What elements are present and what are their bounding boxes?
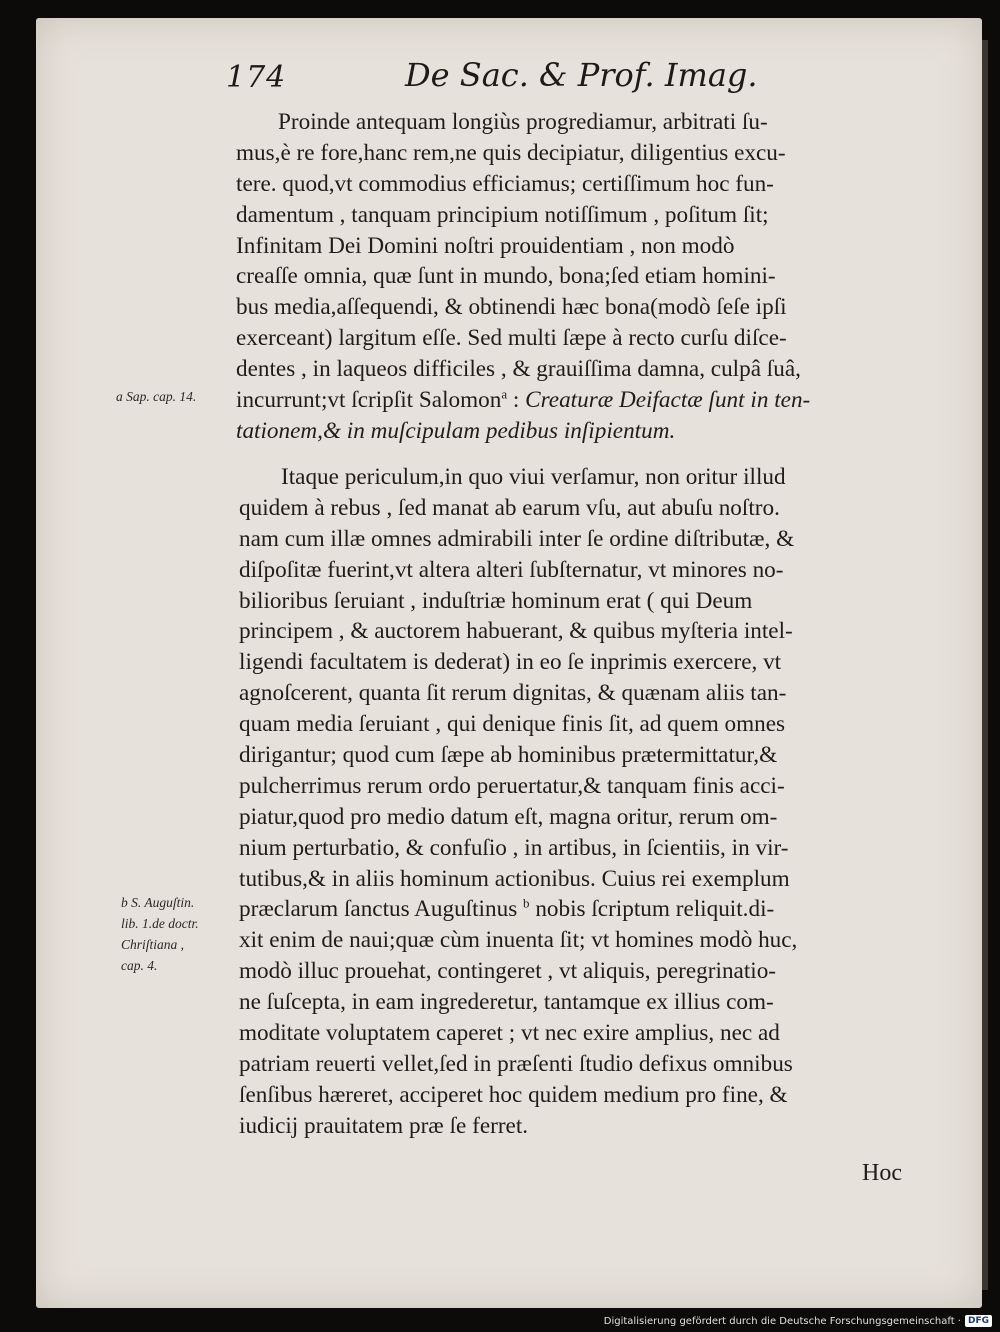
footnote-marker-b: b	[523, 895, 530, 911]
text-line: Proinde antequam longiùs progrediamur, arbitrati ſu-	[278, 109, 768, 135]
running-title: De Sac. & Prof. Imag.	[405, 56, 758, 94]
text-line: mus,è re fore,hanc rem,ne quis decipiatur, diligentius excu-	[236, 139, 786, 166]
text-fragment: nobis ſcriptum reliquit.di-	[529, 896, 775, 923]
text-line: diſpoſitæ fuerint,vt altera alteri ſubſternatur, vt minores no-	[239, 556, 784, 583]
text-line: ſenſibus hæreret, acciperet hoc quidem medium pro fine, &	[239, 1081, 788, 1108]
text-line: bilioribus ſeruiant , induſtriæ hominum erat ( qui Deum	[239, 587, 753, 614]
dfg-logo-icon: DFG	[965, 1315, 992, 1327]
text-line-with-quote	[236, 385, 926, 416]
text-line: dentes , in laqueos difficiles , & grauiſſima damna, culpâ ſuâ,	[236, 356, 801, 383]
running-head	[190, 52, 758, 102]
catchword: Hoc	[862, 1160, 902, 1186]
text-line: dirigantur; quod cum ſæpe ab hominibus prætermittatur,&	[239, 742, 778, 769]
text-line: quidem à rebus , ſed manat ab earum vſu, aut abuſu noſtro.	[239, 494, 780, 521]
text-line: Infinitam Dei Domini noſtri prouidentiam , non modò	[236, 232, 735, 259]
margin-note-line: b S. Auguſtin.	[121, 895, 195, 910]
text-line: tutibus,& in aliis hominum actionibus. Cuius rei exemplum	[239, 865, 790, 892]
text-line: exerceant) largitum eſſe. Sed multi ſæpe à recto curſu diſce-	[236, 325, 787, 352]
text-line-with-footnote	[239, 894, 929, 925]
text-line: iudicij prauitatem præ ſe ferret.	[239, 1112, 529, 1139]
text-line: xit enim de naui;quæ cùm inuenta ſit; vt homines modò huc,	[239, 927, 798, 954]
page-number: 174	[226, 60, 287, 95]
text-line: creaſſe omnia, quæ ſunt in mundo, bona;ſed etiam homini-	[236, 263, 776, 290]
margin-note-a: a Sap. cap. 14.	[116, 389, 197, 404]
text-line: pulcherrimus rerum ordo peruertatur,& tanquam finis acci-	[239, 772, 785, 799]
margin-note-line: cap. 4.	[121, 958, 158, 973]
text-fragment: :	[507, 387, 526, 414]
text-line: ligendi facultatem is dederat) in eo ſe inprimis exercere, vt	[239, 649, 782, 676]
text-line: Itaque periculum,in quo viui verſamur, non oritur illud	[281, 464, 786, 490]
text-line: modò illuc prouehat, contingeret , vt aliquis, peregrinatio-	[239, 958, 777, 985]
digitization-footer	[604, 1313, 992, 1329]
page-edge	[982, 40, 988, 1290]
text-line: nam cum illæ omnes admirabili inter ſe ordine diſtributæ, &	[239, 525, 795, 552]
margin-note-line: lib. 1.de doctr.	[121, 916, 199, 931]
text-line: moditate voluptatem caperet ; vt nec exire amplius, nec ad	[239, 1020, 780, 1047]
text-fragment: præclarum ſanctus Auguſtinus	[239, 896, 524, 923]
text-line: piatur,quod pro medio datum eſt, magna oritur, rerum om-	[239, 803, 778, 830]
margin-note-b	[121, 892, 199, 976]
paragraph-2	[239, 462, 929, 1142]
scripture-quote: Creaturæ Deifactæ ſunt in ten-	[525, 387, 811, 414]
margin-note-line: Chriſtiana ,	[121, 937, 185, 952]
text-line: damentum , tanquam principium notiſſimum , poſitum ſit;	[236, 201, 769, 228]
footer-text: Digitalisierung gefördert durch die Deutsche Forschungsgemeinschaft ·	[603, 1315, 961, 1327]
text-line: nium perturbatio, & confuſio , in artibus, in ſcientiis, in vir-	[239, 834, 789, 861]
text-line: bus media,aſſequendi, & obtinendi hæc bona(modò ſeſe ipſi	[236, 294, 787, 321]
text-line: principem , & auctorem habuerant, & quibus myſteria intel-	[239, 618, 793, 645]
text-line: quam media ſeruiant , qui denique finis ſit, ad quem omnes	[239, 711, 786, 738]
text-line: ne ſuſcepta, in eam ingrederetur, tantamque ex illius com-	[239, 989, 774, 1016]
text-line: patriam reuerti vellet,ſed in præſenti ſtudio defixus omnibus	[239, 1050, 793, 1077]
paragraph-1	[236, 107, 926, 447]
text-line: agnoſcerent, quanta ſit rerum dignitas, & quænam aliis tan-	[239, 680, 787, 707]
text-fragment: incurrunt;vt ſcripſit Salomon	[236, 387, 502, 414]
text-line: tere. quod,vt commodius efficiamus; certiſſimum hoc fun-	[236, 170, 774, 197]
footnote-marker-a: a	[501, 386, 508, 402]
scripture-quote-continued: tationem,& in muſcipulam pedibus inſipientum.	[236, 417, 676, 444]
